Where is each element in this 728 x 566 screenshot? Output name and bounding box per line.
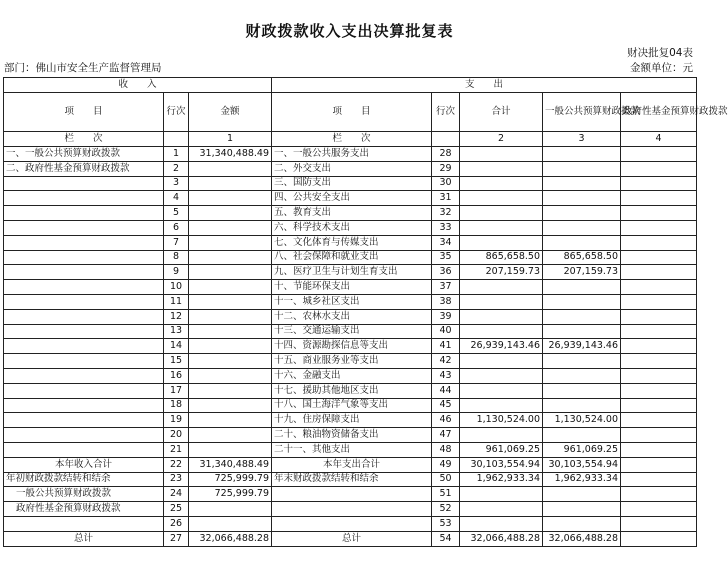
income-item-cell <box>4 398 164 413</box>
expense-item-cell: 十八、国土海洋气象等支出 <box>272 398 432 413</box>
expense-total-cell: 1,130,524.00 <box>460 413 543 428</box>
expense-total-cell <box>460 147 543 162</box>
income-item-cell <box>4 442 164 457</box>
income-amount-cell <box>189 339 272 354</box>
fund-budget-cell <box>621 368 697 383</box>
expense-row-no-cell: 37 <box>432 280 460 295</box>
general-budget-cell <box>543 176 621 191</box>
expense-total-cell <box>460 398 543 413</box>
general-budget-cell: 32,066,488.28 <box>543 531 621 546</box>
report-title: 财政拨款收入支出决算批复表 <box>245 22 454 40</box>
table-row <box>4 398 697 413</box>
income-item-cell: 总计 <box>4 531 164 546</box>
expense-total-cell: 961,069.25 <box>460 442 543 457</box>
general-budget-cell <box>543 516 621 531</box>
income-item-cell <box>4 176 164 191</box>
expense-row-no-cell: 39 <box>432 309 460 324</box>
expense-total-cell <box>460 383 543 398</box>
general-budget-cell <box>543 235 621 250</box>
expense-row-no-cell: 34 <box>432 235 460 250</box>
expense-total-cell: 26,939,143.46 <box>460 339 543 354</box>
income-item-cell: 本年收入合计 <box>4 457 164 472</box>
income-amount-cell: 725,999.79 <box>189 487 272 502</box>
fund-budget-cell <box>621 339 697 354</box>
fund-budget-cell <box>621 413 697 428</box>
income-item-cell <box>4 413 164 428</box>
income-amount-cell <box>189 516 272 531</box>
expense-item-header: 项 目 <box>272 93 432 132</box>
fund-budget-cell <box>621 354 697 369</box>
income-amount-header: 金额 <box>189 93 272 132</box>
expense-item-cell: 二、外交支出 <box>272 161 432 176</box>
table-row <box>4 294 697 309</box>
expense-total-cell <box>460 354 543 369</box>
general-budget-cell <box>543 191 621 206</box>
income-item-cell <box>4 280 164 295</box>
table-row <box>4 383 697 398</box>
expense-item-cell: 四、公共安全支出 <box>272 191 432 206</box>
fund-budget-cell <box>621 487 697 502</box>
fund-budget-cell <box>621 191 697 206</box>
income-row-no-cell: 22 <box>164 457 189 472</box>
fund-budget-cell <box>621 324 697 339</box>
income-item-cell <box>4 309 164 324</box>
income-row-no-cell: 26 <box>164 516 189 531</box>
income-row-no-cell: 9 <box>164 265 189 280</box>
general-budget-cell: 1,962,933.34 <box>543 472 621 487</box>
expense-item-cell <box>272 502 432 517</box>
table-row <box>4 147 697 162</box>
income-row-no-cell: 19 <box>164 413 189 428</box>
expense-item-cell: 七、文化体育与传媒支出 <box>272 235 432 250</box>
amount-unit-label: 金额单位：元 <box>630 62 693 74</box>
general-budget-cell <box>543 487 621 502</box>
table-row <box>4 191 697 206</box>
expense-row-no-cell: 40 <box>432 324 460 339</box>
form-code: 财决批复04表 <box>627 47 693 59</box>
fund-budget-cell <box>621 457 697 472</box>
income-row-no-cell: 12 <box>164 309 189 324</box>
expense-item-cell: 年末财政拨款结转和结余 <box>272 472 432 487</box>
column-index-row <box>4 132 697 147</box>
income-amount-cell <box>189 250 272 265</box>
expense-item-cell: 九、医疗卫生与计划生育支出 <box>272 265 432 280</box>
fund-budget-cell <box>621 206 697 221</box>
table-row <box>4 516 697 531</box>
expense-row-no-cell: 33 <box>432 220 460 235</box>
fund-budget-cell <box>621 309 697 324</box>
expense-row-no-cell: 38 <box>432 294 460 309</box>
income-amount-cell <box>189 161 272 176</box>
income-amount-cell <box>189 206 272 221</box>
table-row <box>4 354 697 369</box>
income-item-cell: 年初财政拨款结转和结余 <box>4 472 164 487</box>
general-budget-cell <box>543 280 621 295</box>
income-item-cell <box>4 516 164 531</box>
expense-row-no-cell: 50 <box>432 472 460 487</box>
department-label: 部门：佛山市安全生产监督管理局 <box>4 62 162 74</box>
income-item-cell: 一般公共预算财政拨款 <box>4 487 164 502</box>
general-budget-cell <box>543 354 621 369</box>
fund-budget-cell <box>621 294 697 309</box>
general-budget-cell <box>543 383 621 398</box>
general-budget-cell <box>543 368 621 383</box>
income-amount-cell <box>189 398 272 413</box>
expense-row-no-cell: 42 <box>432 354 460 369</box>
income-row-no-cell: 2 <box>164 161 189 176</box>
income-amount-cell: 31,340,488.49 <box>189 457 272 472</box>
income-row-no-cell: 3 <box>164 176 189 191</box>
expense-item-cell: 三、国防支出 <box>272 176 432 191</box>
fund-budget-cell <box>621 235 697 250</box>
income-row-no-cell: 18 <box>164 398 189 413</box>
general-budget-cell <box>543 502 621 517</box>
expense-total-cell: 865,658.50 <box>460 250 543 265</box>
income-amount-cell <box>189 354 272 369</box>
expense-row-no-cell: 53 <box>432 516 460 531</box>
expense-total-cell: 207,159.73 <box>460 265 543 280</box>
income-amount-cell <box>189 324 272 339</box>
expense-item-cell: 十七、援助其他地区支出 <box>272 383 432 398</box>
expense-row-no-cell: 29 <box>432 161 460 176</box>
table-row <box>4 250 697 265</box>
general-budget-cell <box>543 309 621 324</box>
expense-row-no-cell: 48 <box>432 442 460 457</box>
income-row-no-cell: 17 <box>164 383 189 398</box>
income-amount-cell: 31,340,488.49 <box>189 147 272 162</box>
general-budget-cell: 865,658.50 <box>543 250 621 265</box>
income-amount-cell <box>189 502 272 517</box>
general-budget-cell <box>543 147 621 162</box>
general-budget-cell: 30,103,554.94 <box>543 457 621 472</box>
income-row-no-cell: 23 <box>164 472 189 487</box>
expense-item-cell: 十六、金融支出 <box>272 368 432 383</box>
income-item-cell <box>4 294 164 309</box>
income-amount-cell <box>189 383 272 398</box>
income-amount-cell <box>189 176 272 191</box>
income-row-no-cell: 8 <box>164 250 189 265</box>
expense-item-cell: 二十、粮油物资储备支出 <box>272 428 432 443</box>
fund-budget-cell <box>621 220 697 235</box>
income-item-cell: 一、一般公共预算财政拨款 <box>4 147 164 162</box>
expense-row-no-cell: 28 <box>432 147 460 162</box>
expense-row-no-cell: 32 <box>432 206 460 221</box>
fund-budget-cell <box>621 147 697 162</box>
expense-item-cell: 十三、交通运输支出 <box>272 324 432 339</box>
table-row <box>4 487 697 502</box>
expense-total-cell <box>460 294 543 309</box>
fund-budget-cell <box>621 531 697 546</box>
fund-budget-cell <box>621 428 697 443</box>
table-row <box>4 531 697 546</box>
income-row-no-cell: 11 <box>164 294 189 309</box>
expense-total-cell: 32,066,488.28 <box>460 531 543 546</box>
table-row <box>4 280 697 295</box>
expense-item-cell <box>272 487 432 502</box>
income-amount-cell <box>189 191 272 206</box>
table-row <box>4 220 697 235</box>
expense-item-cell: 总计 <box>272 531 432 546</box>
income-section-header: 收 入 <box>4 78 272 93</box>
income-item-cell <box>4 428 164 443</box>
income-row-no-cell: 21 <box>164 442 189 457</box>
expense-total-cell <box>460 191 543 206</box>
income-row-no-cell: 7 <box>164 235 189 250</box>
income-row-no-cell: 25 <box>164 502 189 517</box>
general-budget-cell <box>543 428 621 443</box>
income-row-no-cell: 27 <box>164 531 189 546</box>
income-amount-cell <box>189 309 272 324</box>
fund-budget-cell <box>621 250 697 265</box>
expense-total-cell <box>460 516 543 531</box>
table-row <box>4 472 697 487</box>
income-item-cell: 二、政府性基金预算财政拨款 <box>4 161 164 176</box>
income-item-cell <box>4 250 164 265</box>
income-item-cell <box>4 235 164 250</box>
general-budget-cell: 207,159.73 <box>543 265 621 280</box>
general-budget-header: 一般公共预算财政拨款 <box>543 93 621 132</box>
expense-item-cell <box>272 516 432 531</box>
table-row <box>4 265 697 280</box>
income-item-cell <box>4 206 164 221</box>
expense-row-no-cell: 44 <box>432 383 460 398</box>
income-row-no-cell: 5 <box>164 206 189 221</box>
expense-total-cell <box>460 206 543 221</box>
expense-total-header: 合计 <box>460 93 543 132</box>
expense-row-no-cell: 30 <box>432 176 460 191</box>
expense-section-header: 支 出 <box>272 78 697 93</box>
fund-budget-cell <box>621 280 697 295</box>
fund-budget-cell <box>621 176 697 191</box>
section-header-row <box>4 78 697 93</box>
expense-item-cell: 二十一、其他支出 <box>272 442 432 457</box>
fund-budget-cell <box>621 265 697 280</box>
income-amount-cell <box>189 413 272 428</box>
income-amount-cell: 32,066,488.28 <box>189 531 272 546</box>
income-row-no-header: 行次 <box>164 93 189 132</box>
fund-budget-cell <box>621 502 697 517</box>
income-item-cell: 政府性基金预算财政拨款 <box>4 502 164 517</box>
expense-row-no-header: 行次 <box>432 93 460 132</box>
table-row <box>4 235 697 250</box>
general-budget-cell <box>543 324 621 339</box>
income-row-no-cell: 10 <box>164 280 189 295</box>
expense-total-cell: 30,103,554.94 <box>460 457 543 472</box>
fund-budget-cell <box>621 398 697 413</box>
income-amount-cell <box>189 220 272 235</box>
income-item-cell <box>4 220 164 235</box>
income-amount-cell <box>189 428 272 443</box>
table-row <box>4 368 697 383</box>
expense-column-label: 栏 次 <box>272 132 432 147</box>
table-row <box>4 457 697 472</box>
expense-item-cell: 十二、农林水支出 <box>272 309 432 324</box>
expense-row-no-cell: 51 <box>432 487 460 502</box>
general-budget-cell: 961,069.25 <box>543 442 621 457</box>
expense-total-cell <box>460 428 543 443</box>
expense-total-cell <box>460 502 543 517</box>
expense-row-no-cell: 52 <box>432 502 460 517</box>
expense-row-no-cell: 41 <box>432 339 460 354</box>
income-row-no-index <box>164 132 189 147</box>
expense-item-cell: 八、社会保障和就业支出 <box>272 250 432 265</box>
expense-item-cell: 十四、资源勘探信息等支出 <box>272 339 432 354</box>
expense-row-no-cell: 31 <box>432 191 460 206</box>
income-item-cell <box>4 339 164 354</box>
income-row-no-cell: 24 <box>164 487 189 502</box>
fund-budget-cell <box>621 442 697 457</box>
general-budget-cell <box>543 161 621 176</box>
expense-total-cell <box>460 176 543 191</box>
income-amount-cell <box>189 280 272 295</box>
income-row-no-cell: 16 <box>164 368 189 383</box>
expense-total-cell: 1,962,933.34 <box>460 472 543 487</box>
general-budget-cell: 1,130,524.00 <box>543 413 621 428</box>
expense-total-cell <box>460 309 543 324</box>
income-row-no-cell: 1 <box>164 147 189 162</box>
income-amount-cell <box>189 442 272 457</box>
table-row <box>4 206 697 221</box>
income-item-header: 项 目 <box>4 93 164 132</box>
expense-item-cell: 十九、住房保障支出 <box>272 413 432 428</box>
expense-total-cell <box>460 324 543 339</box>
income-row-no-cell: 13 <box>164 324 189 339</box>
expense-item-cell: 十五、商业服务业等支出 <box>272 354 432 369</box>
general-budget-cell: 26,939,143.46 <box>543 339 621 354</box>
expense-total-cell <box>460 368 543 383</box>
table-body <box>4 147 697 547</box>
expense-row-no-cell: 45 <box>432 398 460 413</box>
income-item-cell <box>4 324 164 339</box>
table-row <box>4 309 697 324</box>
table-row <box>4 324 697 339</box>
expense-total-cell <box>460 487 543 502</box>
income-amount-cell: 725,999.79 <box>189 472 272 487</box>
table-row <box>4 413 697 428</box>
expense-total-cell <box>460 161 543 176</box>
expense-row-no-cell: 35 <box>432 250 460 265</box>
expense-total-cell <box>460 235 543 250</box>
income-item-cell <box>4 265 164 280</box>
income-amount-index: 1 <box>189 132 272 147</box>
income-amount-cell <box>189 368 272 383</box>
income-amount-cell <box>189 294 272 309</box>
expense-row-no-cell: 49 <box>432 457 460 472</box>
expense-row-no-cell: 46 <box>432 413 460 428</box>
income-amount-cell <box>189 265 272 280</box>
income-row-no-cell: 6 <box>164 220 189 235</box>
table-row <box>4 176 697 191</box>
fund-budget-cell <box>621 383 697 398</box>
income-row-no-cell: 4 <box>164 191 189 206</box>
expense-row-no-index <box>432 132 460 147</box>
general-budget-cell <box>543 220 621 235</box>
expense-item-cell: 十一、城乡社区支出 <box>272 294 432 309</box>
expense-item-cell: 六、科学技术支出 <box>272 220 432 235</box>
table-row <box>4 161 697 176</box>
fund-budget-cell <box>621 161 697 176</box>
general-budget-cell <box>543 294 621 309</box>
general-budget-index: 3 <box>543 132 621 147</box>
fund-budget-cell <box>621 516 697 531</box>
fund-budget-cell <box>621 472 697 487</box>
general-budget-cell <box>543 206 621 221</box>
expense-item-cell: 一、一般公共服务支出 <box>272 147 432 162</box>
income-item-cell <box>4 368 164 383</box>
income-row-no-cell: 14 <box>164 339 189 354</box>
appropriation-table <box>3 77 728 547</box>
income-column-label: 栏 次 <box>4 132 164 147</box>
fund-budget-index: 4 <box>621 132 697 147</box>
table-row <box>4 442 697 457</box>
expense-row-no-cell: 36 <box>432 265 460 280</box>
income-item-cell <box>4 191 164 206</box>
table-row <box>4 502 697 517</box>
income-item-cell <box>4 383 164 398</box>
general-budget-cell <box>543 398 621 413</box>
expense-row-no-cell: 43 <box>432 368 460 383</box>
table-row <box>4 428 697 443</box>
table-row <box>4 339 697 354</box>
column-header-row <box>4 93 697 132</box>
expense-row-no-cell: 54 <box>432 531 460 546</box>
expense-item-cell: 本年支出合计 <box>272 457 432 472</box>
expense-item-cell: 十、节能环保支出 <box>272 280 432 295</box>
expense-total-cell <box>460 220 543 235</box>
income-amount-cell <box>189 235 272 250</box>
expense-item-cell: 五、教育支出 <box>272 206 432 221</box>
income-row-no-cell: 15 <box>164 354 189 369</box>
fund-budget-header: 政府性基金预算财政拨款 <box>621 93 697 132</box>
expense-total-index: 2 <box>460 132 543 147</box>
income-row-no-cell: 20 <box>164 428 189 443</box>
expense-row-no-cell: 47 <box>432 428 460 443</box>
income-item-cell <box>4 354 164 369</box>
expense-total-cell <box>460 280 543 295</box>
